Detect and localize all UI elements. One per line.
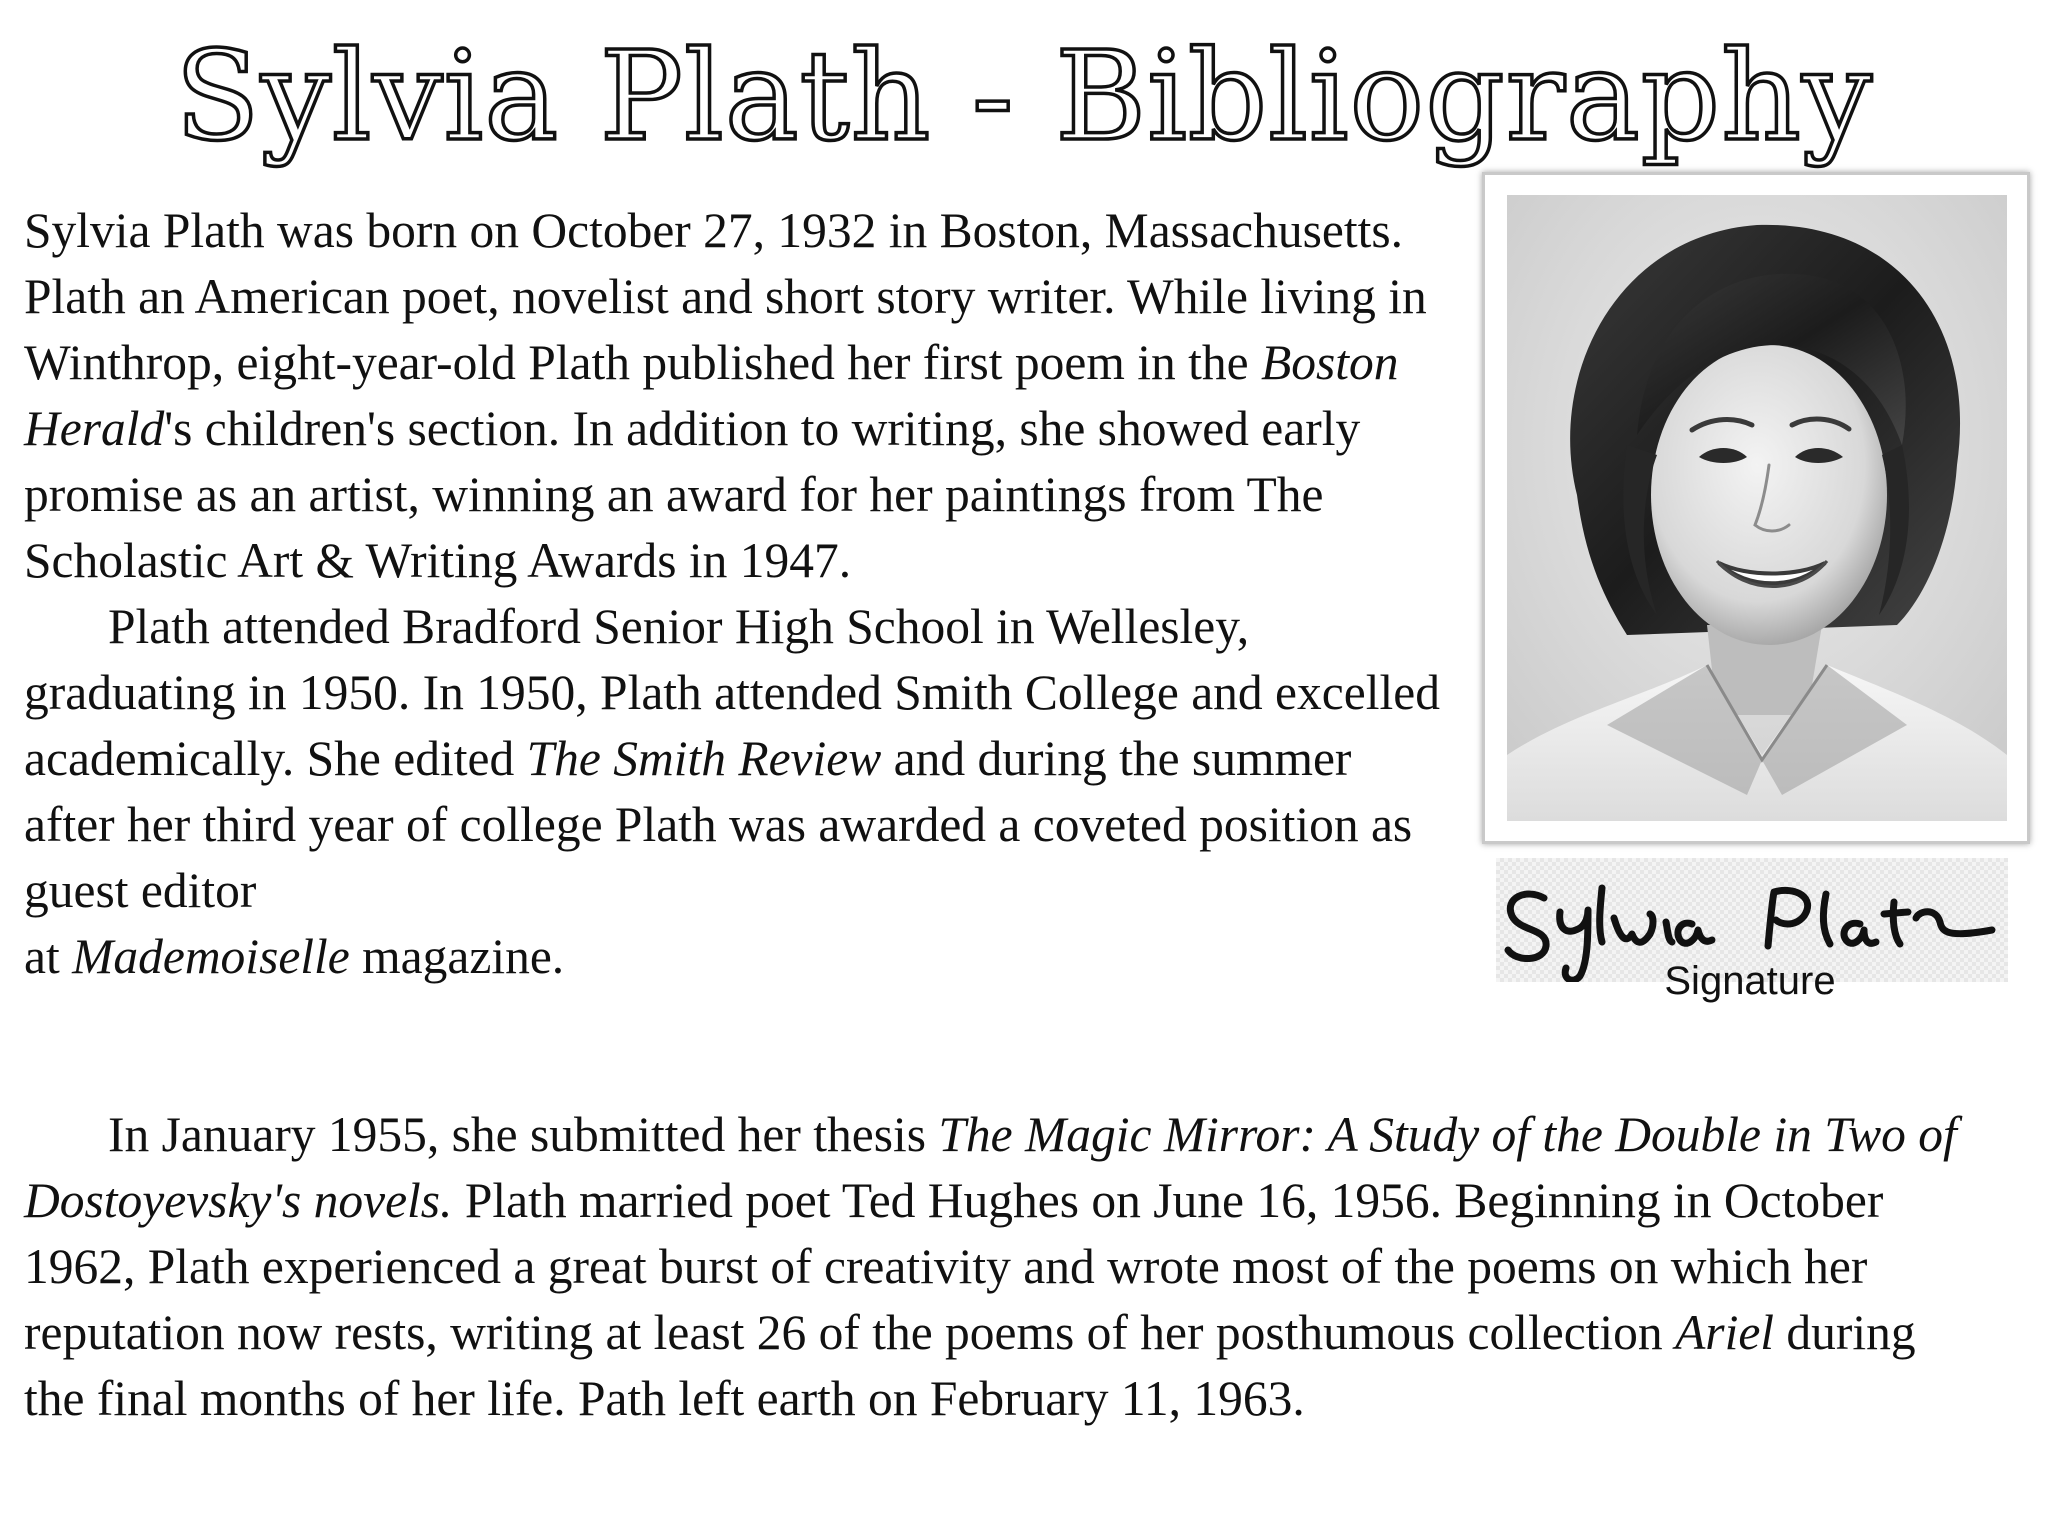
bio-text: Plath married poet Ted Hughes on June 16, 1956. Beginning in October 1962, Plath experienced a great burst of creativity and wrote most of the poems on which her reputation now rests, writing at least 26 of the poems of her posthumous collection bbox=[24, 1173, 1884, 1360]
bio-text: and during the summer after her third year of college Plath was awarded a coveted position as guest editor bbox=[24, 731, 1413, 918]
bio-text: magazine. bbox=[349, 929, 565, 984]
bio-italic-thesis-title: The Magic Mirror: A Study of the Double in Two of Dostoyevsky's novels. bbox=[24, 1107, 1957, 1228]
portrait-photo bbox=[1507, 195, 2007, 821]
bio-italic-boston-herald: Boston Herald bbox=[24, 335, 1399, 456]
signature-caption: Signature bbox=[1664, 959, 1836, 1003]
bio-paragraph-education bbox=[24, 594, 1454, 990]
bio-text: In January 1955, she submitted her thesis bbox=[108, 1107, 939, 1162]
biography-top-section bbox=[24, 198, 1454, 990]
bio-italic-ariel: Ariel bbox=[1675, 1305, 1775, 1360]
page-title: Sylvia Plath - Bibliography bbox=[174, 25, 1874, 169]
bio-text: Sylvia Plath was born on October 27, 1932 in Boston, Massachusetts. Plath an American poet, novelist and short story writer. While living in Winthrop, eight-year-old Plath published her first poem in the bbox=[24, 203, 1427, 390]
bio-text: during the final months of her life. Path left earth on February 11, 1963. bbox=[24, 1305, 1916, 1426]
biography-bottom-section bbox=[24, 1102, 1964, 1432]
bio-text: 's children's section. In addition to writing, she showed early promise as an artist, winning an award for her paintings from The Scholastic Art & Writing Awards in 1947. bbox=[24, 401, 1361, 588]
portrait-photo-frame bbox=[1482, 172, 2030, 844]
bio-text: at bbox=[24, 929, 73, 984]
bio-paragraph-birth bbox=[24, 198, 1454, 594]
bio-text: Plath attended Bradford Senior High School in Wellesley, graduating in 1950. In 1950, Plath attended Smith College and excelled academically. She edited bbox=[24, 599, 1440, 786]
bio-italic-smith-review: The Smith Review bbox=[526, 731, 882, 786]
bio-italic-mademoiselle: Mademoiselle bbox=[72, 929, 350, 984]
bio-paragraph-later-life bbox=[24, 1102, 1964, 1432]
